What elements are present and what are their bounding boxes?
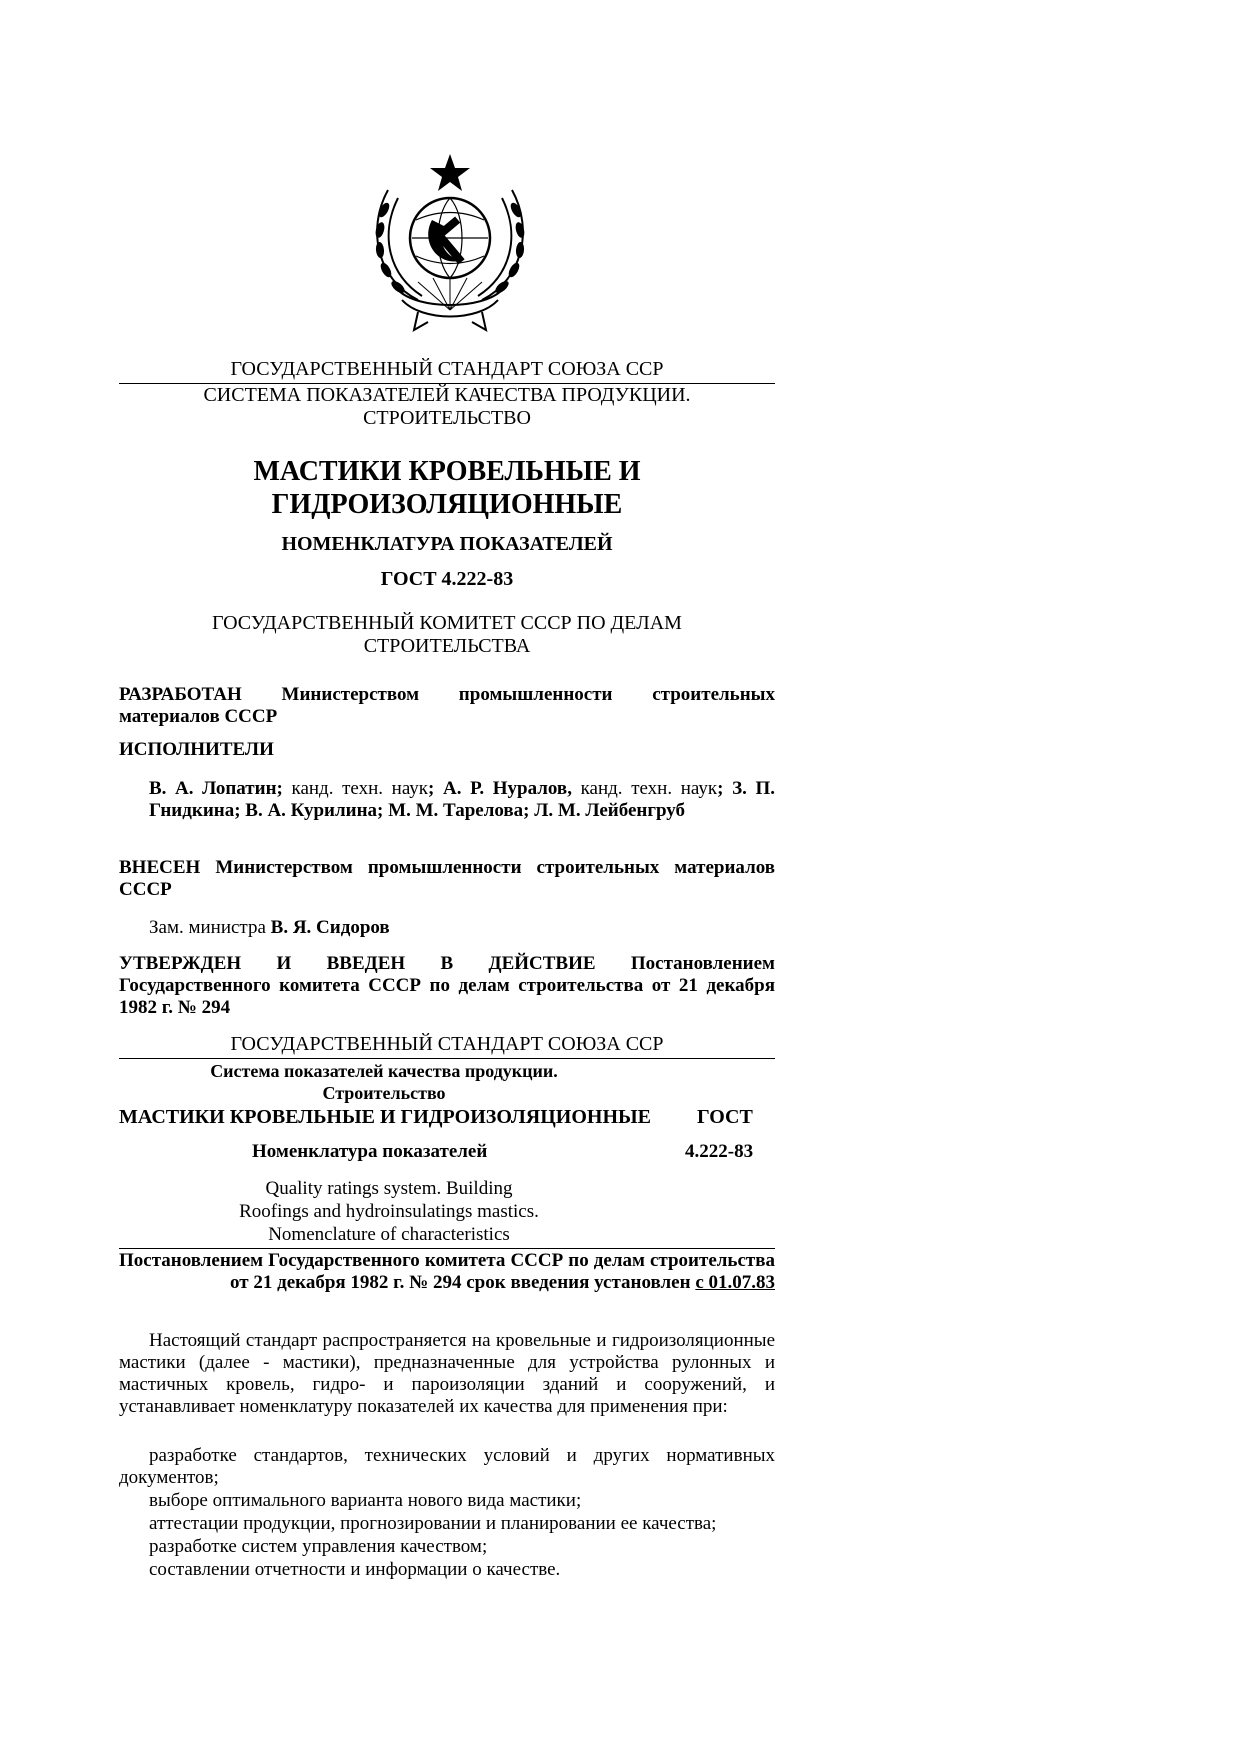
- cover-state-standard: ГОСУДАРСТВЕННЫЙ СТАНДАРТ СОЮЗА ССР: [230, 358, 664, 380]
- executor-degree-2: канд. техн. наук: [571, 778, 718, 799]
- state-emblem-icon: [358, 150, 542, 334]
- decree-text: Постановлением Государственного комитета СССР по делам строительства от 21 декабря 1982 г. № 294 срок введения установлен: [119, 1250, 775, 1293]
- introduced-paragraph: [119, 857, 775, 901]
- standard-gost-number: 4.222-83: [685, 1141, 754, 1162]
- scope-item-4: разработке систем управления качеством;: [149, 1536, 488, 1557]
- committee-line2: СТРОИТЕЛЬСТВА: [363, 635, 531, 657]
- cover-system-line1: СИСТЕМА ПОКАЗАТЕЛЕЙ КАЧЕСТВА ПРОДУКЦИИ.: [203, 384, 691, 406]
- approved-paragraph: [119, 953, 775, 1019]
- document-title-line2: ГИДРОИЗОЛЯЦИОННЫЕ: [271, 489, 623, 520]
- scope-item-1: разработке стандартов, технических условий и других нормативных документов;: [119, 1445, 775, 1488]
- scope-item-2: выборе оптимального варианта нового вида мастики;: [149, 1490, 582, 1511]
- executor-lopatin: В. А. Лопатин;: [149, 778, 283, 799]
- english-title-line3: Nomenclature of characteristics: [268, 1224, 510, 1245]
- decree-date: с 01.07.83: [695, 1272, 775, 1293]
- executor-nuralov: А. Р. Нуралов,: [443, 778, 572, 799]
- executor-separator: ;: [428, 778, 443, 799]
- committee-line1: ГОСУДАРСТВЕННЫЙ КОМИТЕТ СССР ПО ДЕЛАМ: [212, 612, 682, 634]
- deputy-prefix: Зам. министра: [149, 917, 271, 938]
- approved-text: Постановлением Государственного комитета СССР по делам строительства от 21 декабря 1982 г. № 294: [119, 953, 775, 1018]
- intro-paragraph: Настоящий стандарт распространяется на кровельные и гидроизоляционные мастики (далее - мастики), предназначенные для устройства рулонных и мастичных кровель, гидро- и пароизоляции зданий и сооружений, и устанавливает номенклатуру показателей их качества для применения при:: [119, 1330, 775, 1417]
- executors-rest: ; З. П. Гнидкина; В. А. Курилина; М. М. Тарелова; Л. М. Лейбенгруб: [149, 778, 776, 821]
- cover-system-line2: СТРОИТЕЛЬСТВО: [363, 407, 531, 429]
- executors-list: [149, 778, 775, 822]
- english-title-line1: Quality ratings system. Building: [265, 1178, 513, 1199]
- standard-system-line1: Система показателей качества продукции.: [210, 1061, 558, 1081]
- developed-paragraph: [119, 684, 775, 728]
- introduced-label: ВНЕСЕН: [119, 857, 201, 878]
- document-title-line1: МАСТИКИ КРОВЕЛЬНЫЕ И: [253, 456, 641, 487]
- standard-divider-top: [119, 1058, 775, 1059]
- english-title-line2: Roofings and hydroinsulatings mastics.: [239, 1201, 539, 1222]
- document-gost-number: ГОСТ 4.222-83: [380, 568, 514, 590]
- standard-header: ГОСУДАРСТВЕННЫЙ СТАНДАРТ СОЮЗА ССР: [230, 1033, 664, 1055]
- approved-label: УТВЕРЖДЕН И ВВЕДЕН В ДЕЙСТВИЕ: [119, 953, 596, 974]
- document-subtitle: НОМЕНКЛАТУРА ПОКАЗАТЕЛЕЙ: [281, 533, 613, 555]
- standard-gost-label: ГОСТ: [697, 1106, 753, 1128]
- decree-paragraph: [119, 1250, 775, 1294]
- standard-divider-bottom: [119, 1248, 775, 1249]
- developed-label: РАЗРАБОТАН: [119, 684, 242, 705]
- standard-title: МАСТИКИ КРОВЕЛЬНЫЕ И ГИДРОИЗОЛЯЦИОННЫЕ: [119, 1106, 651, 1128]
- executor-degree-1: канд. техн. наук: [282, 778, 429, 799]
- standard-subtitle: Номенклатура показателей: [252, 1141, 488, 1162]
- developed-text: Министерством промышленности строительных материалов СССР: [119, 684, 775, 727]
- deputy-name: В. Я. Сидоров: [270, 917, 390, 938]
- deputy-minister-line: [149, 917, 775, 939]
- standard-system-line2: Строительство: [322, 1083, 446, 1103]
- scope-item-5: составлении отчетности и информации о качестве.: [149, 1559, 561, 1580]
- introduced-text: Министерством промышленности строительных материалов СССР: [119, 857, 776, 900]
- executors-label: ИСПОЛНИТЕЛИ: [119, 739, 274, 760]
- scope-item-3: аттестации продукции, прогнозировании и планировании ее качества;: [149, 1513, 717, 1534]
